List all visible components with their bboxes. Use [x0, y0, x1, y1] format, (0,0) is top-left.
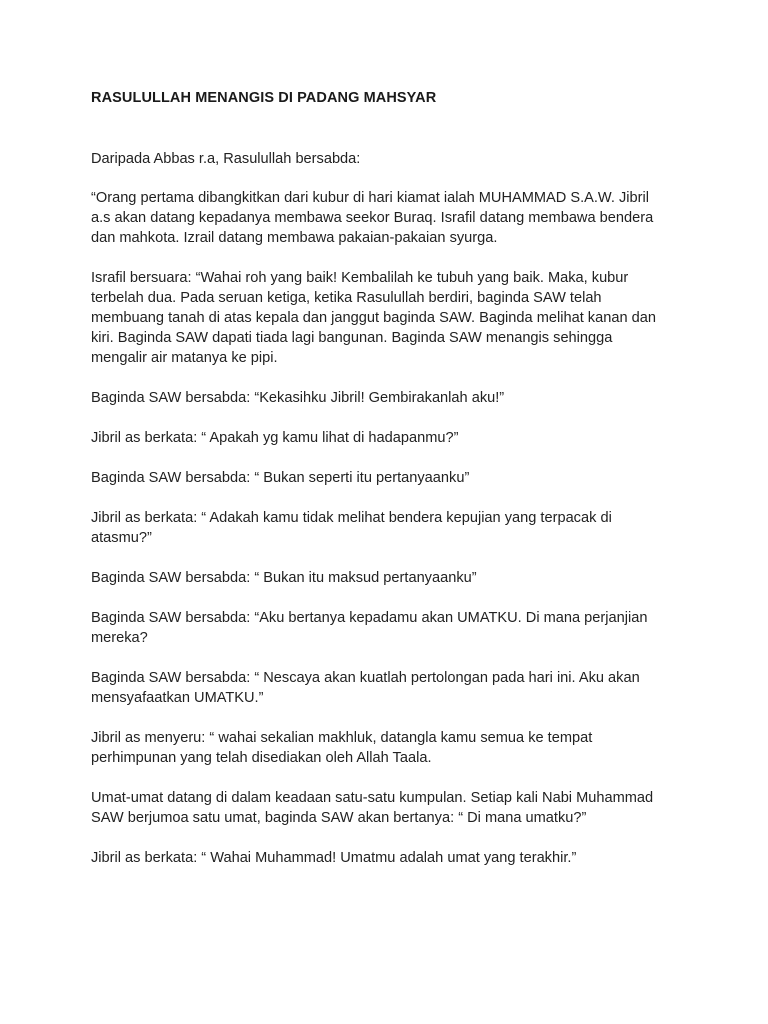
paragraph-line: Umat-umat datang di dalam keadaan satu-satu kumpulan. Setiap kali Nabi Muhammad	[91, 790, 654, 806]
paragraph-line: Baginda SAW bersabda: “ Bukan seperti itu pertanyaanku”	[91, 470, 470, 486]
document-title: RASULULLAH MENANGIS DI PADANG MAHSYAR	[91, 90, 437, 106]
paragraph	[91, 508, 687, 548]
paragraph-line: “Orang pertama dibangkitkan dari kubur di hari kiamat ialah MUHAMMAD S.A.W. Jibril	[91, 190, 650, 206]
paragraph	[91, 388, 687, 408]
paragraph-line: kiri. Baginda SAW dapati tiada lagi bangunan. Baginda SAW menangis sehingga	[91, 330, 613, 346]
document-body	[91, 88, 687, 888]
paragraph	[91, 149, 687, 169]
paragraph-line: Jibril as menyeru: “ wahai sekalian makhluk, datangla kamu semua ke tempat	[91, 730, 593, 746]
paragraph-line: atasmu?”	[91, 530, 152, 546]
paragraph-line: Jibril as berkata: “ Wahai Muhammad! Umatmu adalah umat yang terakhir.”	[91, 850, 577, 866]
paragraph-line: membuang tanah di atas kepala dan janggut baginda SAW. Baginda melihat kanan dan	[91, 310, 656, 326]
paragraph	[91, 728, 687, 768]
paragraph	[91, 428, 687, 448]
paragraph	[91, 668, 687, 708]
paragraph	[91, 468, 687, 488]
paragraph-line: mereka?	[91, 630, 148, 646]
paragraph	[91, 608, 687, 648]
paragraph	[91, 268, 687, 368]
paragraph-line: dan mahkota. Izrail datang membawa pakaian-pakaian syurga.	[91, 230, 498, 246]
paragraph	[91, 788, 687, 828]
paragraph-line: Baginda SAW bersabda: “ Nescaya akan kuatlah pertolongan pada hari ini. Aku akan	[91, 670, 640, 686]
paragraph-line: Daripada Abbas r.a, Rasulullah bersabda:	[91, 151, 361, 167]
paragraph-line: mensyafaatkan UMATKU.”	[91, 690, 264, 706]
paragraph-line: Israfil bersuara: “Wahai roh yang baik! Kembalilah ke tubuh yang baik. Maka, kubur	[91, 270, 629, 286]
paragraph-line: SAW berjumoa satu umat, baginda SAW akan bertanya: “ Di mana umatku?”	[91, 810, 587, 826]
paragraph-line: Baginda SAW bersabda: “ Bukan itu maksud pertanyaanku”	[91, 570, 477, 586]
paragraph-line: Baginda SAW bersabda: “Aku bertanya kepadamu akan UMATKU. Di mana perjanjian	[91, 610, 648, 626]
paragraph	[91, 568, 687, 588]
paragraph-line: Jibril as berkata: “ Apakah yg kamu lihat di hadapanmu?”	[91, 430, 459, 446]
paragraph-line: a.s akan datang kepadanya membawa seekor Buraq. Israfil datang membawa bendera	[91, 210, 654, 226]
paragraph	[91, 848, 687, 868]
paragraph	[91, 188, 687, 248]
paragraph-line: terbelah dua. Pada seruan ketiga, ketika Rasulullah berdiri, baginda SAW telah	[91, 290, 602, 306]
paragraph-line: perhimpunan yang telah disediakan oleh Allah Taala.	[91, 750, 432, 766]
paragraph-line: mengalir air matanya ke pipi.	[91, 350, 278, 366]
paragraph-line: Jibril as berkata: “ Adakah kamu tidak melihat bendera kepujian yang terpacak di	[91, 510, 612, 526]
paragraph-list	[91, 149, 687, 868]
paragraph-line: Baginda SAW bersabda: “Kekasihku Jibril! Gembirakanlah aku!”	[91, 390, 505, 406]
